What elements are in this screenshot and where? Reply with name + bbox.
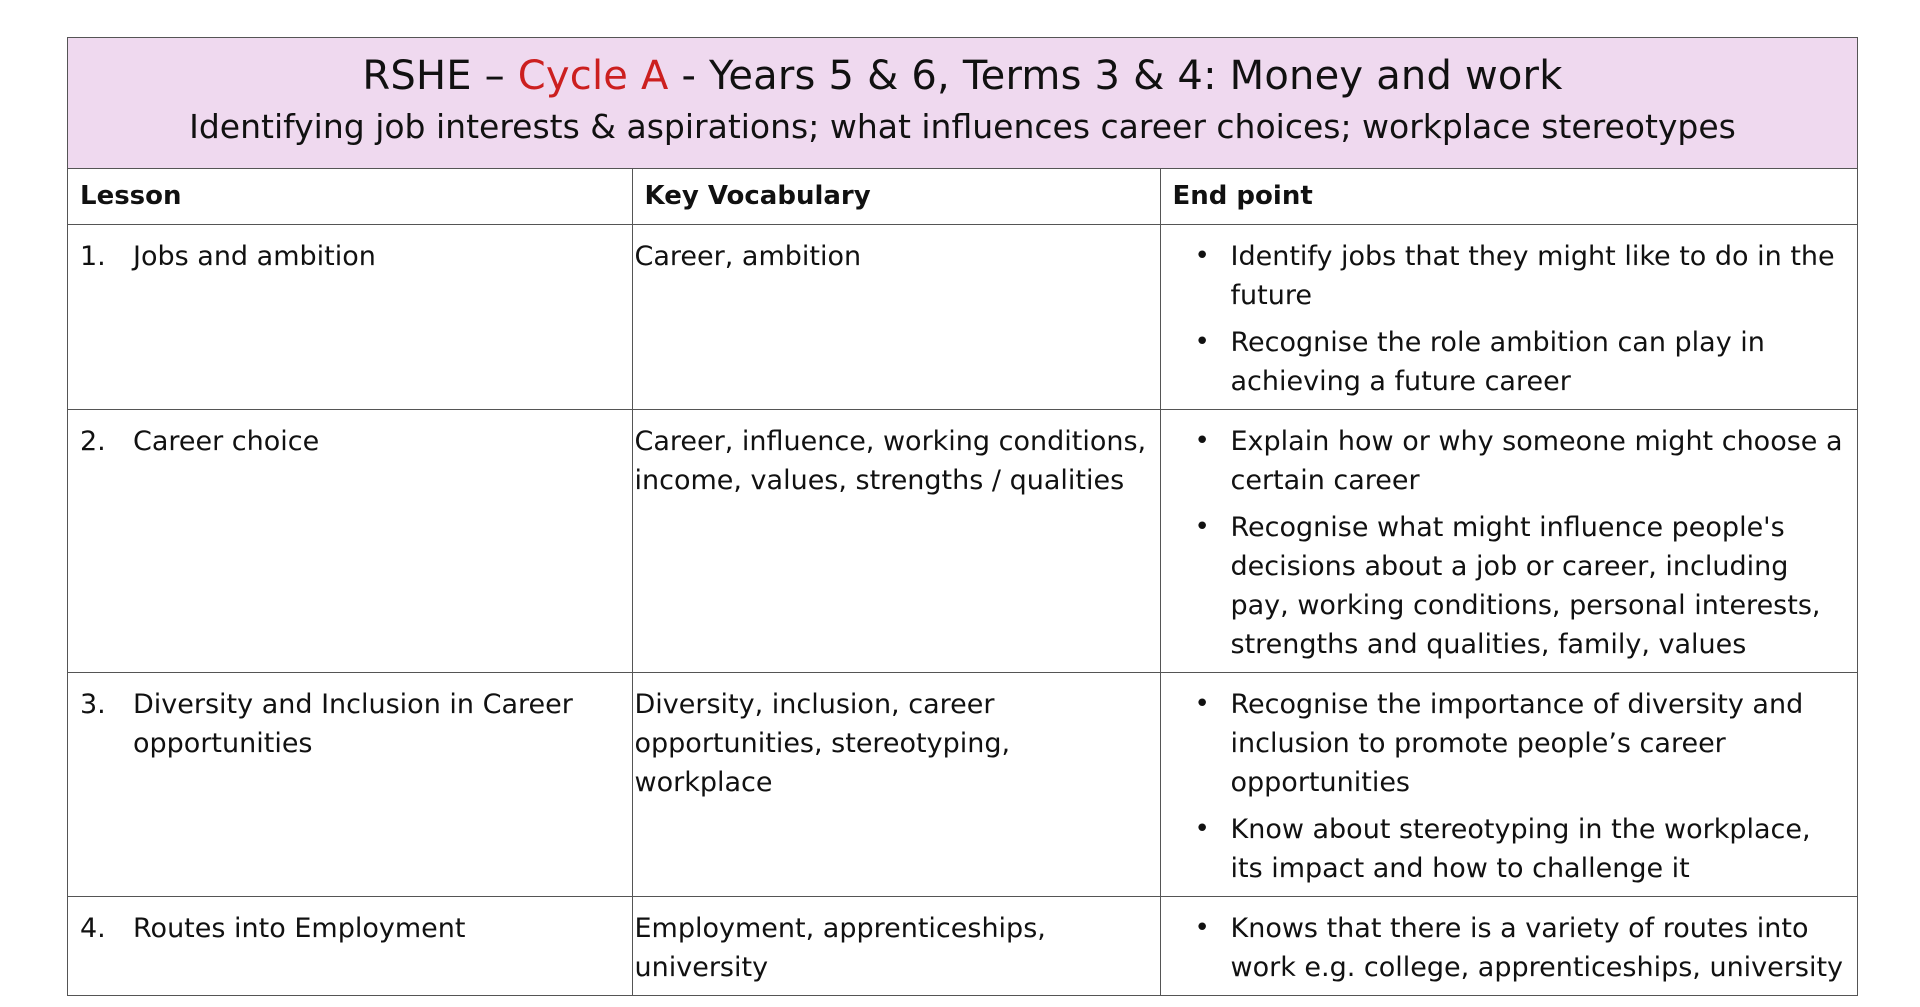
vocabulary-cell	[632, 672, 1160, 896]
table-header-row	[68, 169, 1857, 224]
table-row	[68, 224, 1857, 409]
lesson-cell	[68, 896, 632, 995]
end-point-item	[1173, 909, 1846, 987]
lesson-table	[68, 169, 1857, 995]
vocabulary-text: Career, influence, working conditions,	[634, 425, 1147, 457]
bullet-icon: •	[1194, 813, 1210, 844]
title-band	[68, 38, 1857, 169]
end-point-text: Recognise the importance of diversity and inclusion to promote people’s career opportunities	[1230, 688, 1804, 798]
end-point-text: Identify jobs that they might like to do in the future	[1230, 240, 1835, 311]
lesson-title: Diversity and Inclusion in Career opportunities	[133, 688, 573, 759]
table-row	[68, 409, 1857, 672]
bullet-icon: •	[1194, 240, 1210, 271]
vocabulary-cell	[632, 224, 1160, 409]
bullet-icon: •	[1194, 511, 1210, 542]
title-prefix: RSHE –	[362, 53, 518, 99]
curriculum-document	[67, 37, 1858, 996]
vocabulary-text: income, values, strengths / qualities	[634, 464, 1125, 496]
column-header-key-vocabulary: Key Vocabulary	[632, 169, 1160, 224]
vocabulary-text: Diversity, inclusion, career	[634, 688, 995, 720]
end-point-text: Recognise what might influence people's decisions about a job or career, including pay, working conditions, personal interests, strengths and qualities, family, values	[1230, 511, 1821, 660]
lesson-cell	[68, 224, 632, 409]
lesson-cell	[68, 672, 632, 896]
end-point-cell	[1160, 409, 1857, 672]
end-point-cell	[1160, 896, 1857, 995]
lesson-title: Jobs and ambition	[133, 240, 376, 272]
end-point-text: Knows that there is a variety of routes into work e.g. college, apprenticeships, university	[1230, 912, 1844, 983]
end-point-text: Know about stereotyping in the workplace, its impact and how to challenge it	[1230, 813, 1811, 884]
end-point-text: Recognise the role ambition can play in achieving a future career	[1230, 326, 1765, 397]
end-point-item	[1173, 508, 1846, 664]
end-point-cell	[1160, 224, 1857, 409]
bullet-icon: •	[1194, 425, 1210, 456]
lesson-number: 2.	[80, 425, 106, 457]
page-subtitle: Identifying job interests & aspirations; what influences career choices; workplace stereotypes	[189, 107, 1736, 146]
lesson-number: 4.	[80, 912, 106, 944]
end-point-item	[1173, 237, 1846, 315]
end-point-item	[1173, 323, 1846, 401]
end-point-item	[1173, 685, 1846, 802]
column-header-lesson: Lesson	[68, 169, 632, 224]
end-point-item	[1173, 810, 1846, 888]
bullet-icon: •	[1194, 688, 1210, 719]
lesson-cell	[68, 409, 632, 672]
bullet-icon: •	[1194, 326, 1210, 357]
column-header-end-point: End point	[1160, 169, 1857, 224]
lesson-title: Career choice	[133, 425, 320, 457]
vocabulary-cell	[632, 896, 1160, 995]
vocabulary-cell	[632, 409, 1160, 672]
vocabulary-text: Employment, apprenticeships,	[634, 912, 1046, 944]
lesson-number: 1.	[80, 240, 106, 272]
lesson-number: 3.	[80, 688, 106, 720]
title-suffix: - Years 5 & 6, Terms 3 & 4: Money and work	[668, 53, 1563, 99]
vocabulary-text: Career, ambition	[634, 240, 862, 272]
table-row	[68, 896, 1857, 995]
end-point-text: Explain how or why someone might choose a certain career	[1230, 425, 1843, 496]
bullet-icon: •	[1194, 912, 1210, 943]
end-point-cell	[1160, 672, 1857, 896]
vocabulary-text: workplace	[634, 766, 773, 798]
lesson-title: Routes into Employment	[133, 912, 466, 944]
vocabulary-text: opportunities, stereotyping,	[634, 727, 1011, 759]
end-point-item	[1173, 422, 1846, 500]
title-cycle-accent: Cycle A	[517, 53, 669, 99]
vocabulary-text: university	[634, 951, 769, 983]
page-title	[68, 50, 1857, 102]
table-row	[68, 672, 1857, 896]
